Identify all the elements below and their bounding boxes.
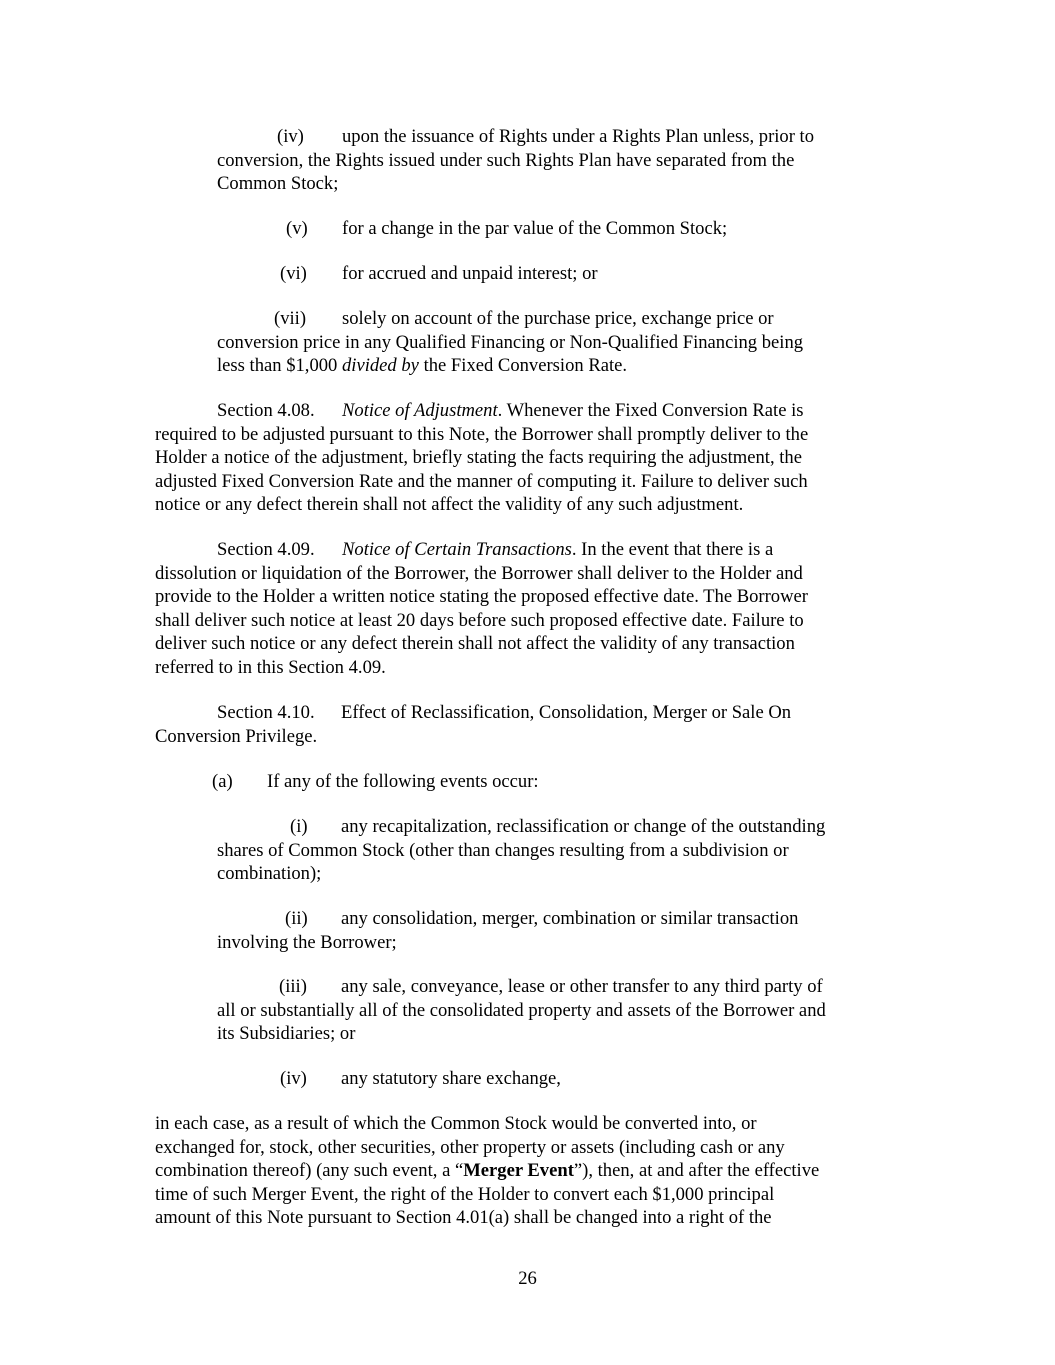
section-4-09 bbox=[155, 538, 808, 679]
clause-text: solely on account of the purchase price, exchange price or bbox=[342, 308, 774, 329]
section-text: required to be adjusted pursuant to this Note, the Borrower shall promptly deliver to the bbox=[155, 423, 809, 445]
section-4-10 bbox=[155, 701, 792, 748]
section-text: provide to the Holder a written notice stating the proposed effective date. The Borrower bbox=[155, 586, 808, 607]
text-segment: less than $1,000 bbox=[217, 355, 342, 376]
clause-text: any statutory share exchange, bbox=[341, 1068, 561, 1089]
clause-text: for accrued and unpaid interest; or bbox=[342, 263, 598, 284]
paragraph-text: exchanged for, stock, other securities, other property or assets (including cash or any bbox=[155, 1136, 785, 1158]
clause-text: its Subsidiaries; or bbox=[217, 1023, 356, 1044]
section-text: Holder a notice of the adjustment, briefly stating the facts requiring the adjustment, the bbox=[155, 447, 802, 468]
page-number: 26 bbox=[518, 1268, 537, 1289]
section-text: adjusted Fixed Conversion Rate and the manner of computing it. Failure to deliver such bbox=[155, 470, 808, 492]
clause-text: any consolidation, merger, combination or similar transaction bbox=[341, 908, 799, 929]
section-text: deliver such notice or any defect therein shall not affect the validity of any transaction bbox=[155, 633, 795, 654]
clause-text: Common Stock; bbox=[217, 173, 339, 194]
clause-label: (vi) bbox=[280, 263, 307, 284]
clause-label: (iv) bbox=[280, 1068, 307, 1089]
section-text: notice or any defect therein shall not affect the validity of any such adjustment. bbox=[155, 494, 744, 515]
section-text: . In the event that there is a bbox=[571, 539, 774, 560]
clause-text: conversion price in any Qualified Financing or Non-Qualified Financing being bbox=[217, 331, 804, 353]
clause-iv-rights-plan bbox=[217, 125, 815, 196]
section-text: Conversion Privilege. bbox=[155, 725, 318, 747]
clause-text-line3 bbox=[217, 354, 803, 378]
clause-label: (iv) bbox=[277, 126, 304, 147]
section-number: Section 4.10. bbox=[217, 702, 315, 723]
clause-label: (ii) bbox=[285, 908, 308, 929]
paragraph-text: in each case, as a result of which the Common Stock would be converted into, or bbox=[155, 1113, 757, 1134]
section-heading: Notice of Adjustment bbox=[342, 400, 498, 421]
clause-vii-purchase-price bbox=[217, 307, 803, 378]
text-segment: ”), then, at and after the effective bbox=[573, 1160, 820, 1181]
clause-text: any recapitalization, reclassification or change of the outstanding bbox=[341, 816, 826, 837]
paragraph-text: time of such Merger Event, the right of the Holder to convert each $1,000 principal bbox=[155, 1183, 775, 1205]
paragraph-text-line3 bbox=[155, 1159, 819, 1183]
paragraph-text: amount of this Note pursuant to Section 4.01(a) shall be changed into a right of the bbox=[155, 1207, 772, 1228]
clause-text: any sale, conveyance, lease or other transfer to any third party of bbox=[341, 976, 823, 997]
clause-label: (vii) bbox=[274, 308, 307, 329]
clause-text: involving the Borrower; bbox=[217, 931, 397, 953]
clause-i-recapitalization bbox=[217, 815, 826, 886]
section-4-08 bbox=[155, 399, 808, 517]
merger-event-paragraph bbox=[155, 1112, 819, 1230]
subsection-label: (a) bbox=[212, 771, 233, 792]
text-segment: combination thereof) (any such event, a “ bbox=[155, 1160, 464, 1181]
subsection-text: If any of the following events occur: bbox=[267, 771, 539, 792]
text-segment: the Fixed Conversion Rate. bbox=[418, 355, 628, 376]
clause-ii-consolidation bbox=[217, 907, 799, 954]
section-text: shall deliver such notice at least 20 days before such proposed effective date. Failure to bbox=[155, 609, 804, 631]
clause-text: combination); bbox=[217, 863, 322, 884]
section-text: dissolution or liquidation of the Borrower, the Borrower shall deliver to the Holder and bbox=[155, 562, 803, 584]
clause-text: conversion, the Rights issued under such Rights Plan have separated from the bbox=[217, 149, 795, 171]
section-number: Section 4.08. bbox=[217, 400, 315, 421]
section-heading: Effect of Reclassification, Consolidation, Merger or Sale On bbox=[341, 702, 792, 723]
italic-text: divided by bbox=[341, 355, 419, 376]
clause-label: (i) bbox=[290, 816, 308, 837]
clause-text: upon the issuance of Rights under a Rights Plan unless, prior to bbox=[342, 126, 815, 147]
clause-text: shares of Common Stock (other than changes resulting from a subdivision or bbox=[217, 839, 789, 861]
clause-iii-sale bbox=[217, 975, 826, 1046]
clause-label: (v) bbox=[286, 218, 308, 239]
clause-text: for a change in the par value of the Common Stock; bbox=[342, 218, 728, 239]
clause-label: (iii) bbox=[279, 976, 307, 997]
section-number: Section 4.09. bbox=[217, 539, 315, 560]
section-text: . Whenever the Fixed Conversion Rate is bbox=[497, 400, 804, 421]
clause-text: all or substantially all of the consolidated property and assets of the Borrower and bbox=[217, 999, 826, 1021]
section-heading: Notice of Certain Transactions bbox=[342, 539, 572, 560]
section-text: referred to in this Section 4.09. bbox=[155, 656, 386, 678]
defined-term: Merger Event bbox=[463, 1160, 574, 1181]
